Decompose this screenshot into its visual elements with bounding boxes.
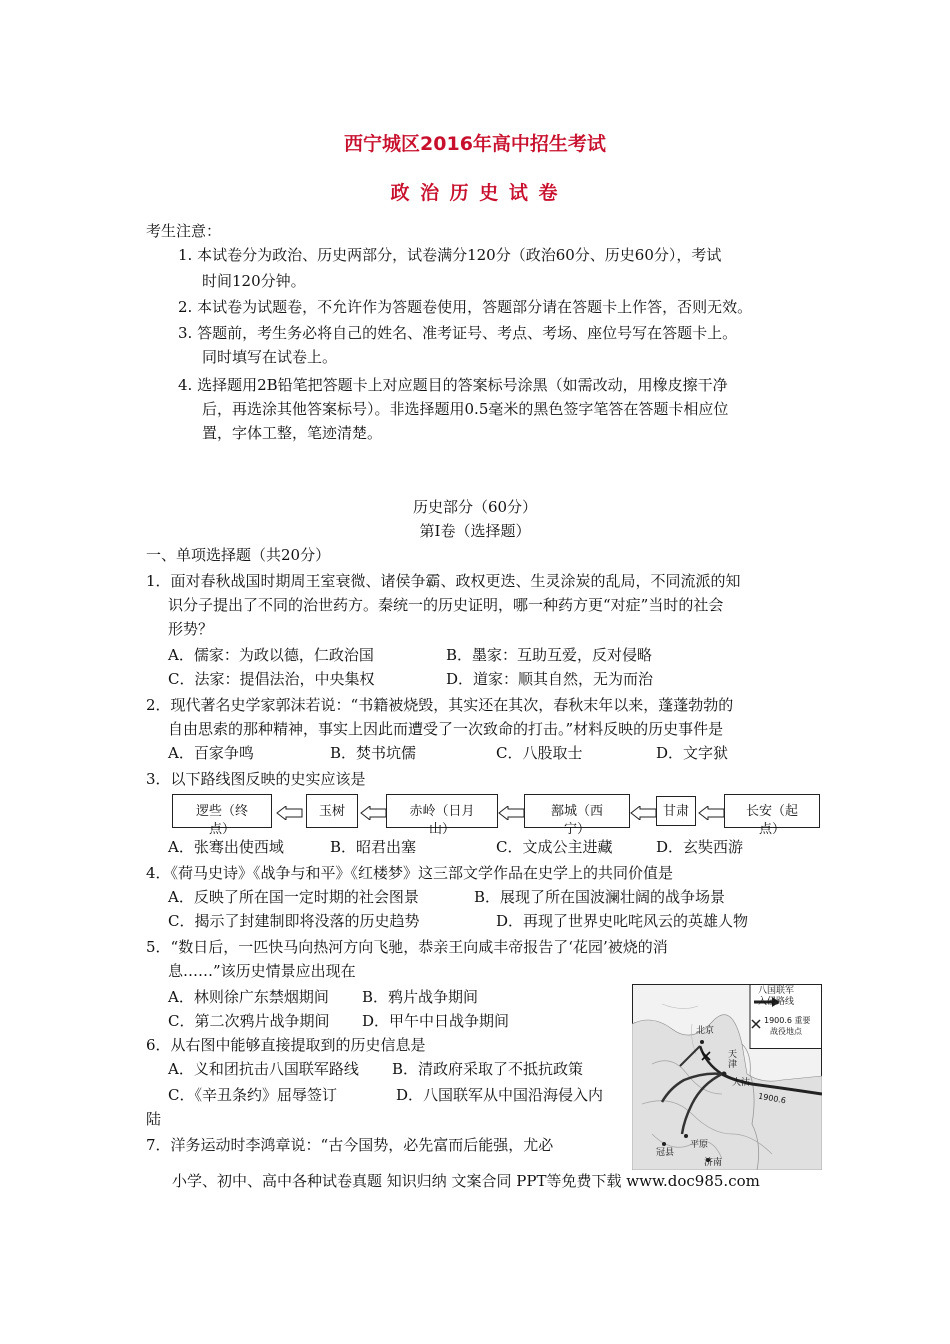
q4-option-b: B．展现了所在国波澜壮阔的战争场景 <box>474 888 726 906</box>
route-node-label-cont: 山） <box>428 822 455 837</box>
legend-route-line-1: 八国联军 <box>758 986 795 996</box>
notice-heading: 考生注意： <box>146 222 222 240</box>
map-label-tianjin-2: 津 <box>728 1060 738 1070</box>
route-arrow-icon <box>276 806 304 820</box>
route-node-label-cont: 点） <box>758 822 785 837</box>
route-node-gansu <box>656 796 696 826</box>
q2-stem-line-1: 2．现代著名史学家郭沫若说：“书籍被烧毁，其实还在其次，春秋末年以来，蓬蓬勃勃的 <box>146 696 734 714</box>
page-footer: 小学、初中、高中各种试卷真题 知识归纳 文案合同 PPT等免费下载 www.doc985.com <box>172 1172 760 1190</box>
q4-stem: 4．《荷马史诗》《战争与和平》《红楼梦》这三部文学作品在史学上的共同价值是 <box>146 864 674 882</box>
part-title: 历史部分（60分） <box>412 498 538 516</box>
legend-battle-line-2: 战役地点 <box>770 1027 802 1036</box>
q5-option-b: B．鸦片战争期间 <box>362 988 479 1006</box>
map-label-guanxian: 冠县 <box>656 1148 675 1158</box>
notice-item-1-line-2: 时间120分钟。 <box>202 272 306 290</box>
route-node-changan <box>724 794 820 837</box>
q3-option-d: D．玄奘西游 <box>656 838 744 856</box>
legend-route-line-2: 入侵路线 <box>758 997 795 1007</box>
q1-option-d: D．道家：顺其自然，无为而治 <box>446 670 654 688</box>
q2-option-a: A．百家争鸣 <box>168 744 254 762</box>
q6-option-c: C．《辛丑条约》屈辱签订 <box>168 1086 337 1104</box>
notice-item-4-line-1: 4. 选择题用2B铅笔把答题卡上对应题目的答案标号涂黑（如需改动，用橡皮擦干净 <box>178 376 728 394</box>
q2-option-b: B．焚书坑儒 <box>330 744 417 762</box>
notice-item-2: 2. 本试卷为试题卷，不允许作为答题卷使用，答题部分请在答题卡上作答，否则无效。 <box>178 298 753 316</box>
q3-option-a: A．张骞出使西域 <box>168 838 284 856</box>
route-arrow-icon <box>360 806 388 820</box>
q3-stem: 3．以下路线图反映的史实应该是 <box>146 770 366 788</box>
notice-item-1-line-1: 1. 本试卷分为政治、历史两部分，试卷满分120分（政治60分、历史60分），考试 <box>178 246 722 264</box>
legend-battle-line-1: 1900.6 重要 <box>764 1016 811 1025</box>
q7-stem: 7．洋务运动时李鸿章说：“古今国势，必先富而后能强，尤必 <box>146 1136 554 1154</box>
map-label-pingyuan: 平原 <box>690 1140 709 1150</box>
q6-option-a: A．义和团抗击八国联军路线 <box>168 1060 359 1078</box>
q5-option-c: C．第二次鸦片战争期间 <box>168 1012 330 1030</box>
q5-stem-line-2: 息……”该历史情景应出现在 <box>168 962 356 980</box>
q1-option-b: B．墨家：互助互爱，反对侵略 <box>446 646 653 664</box>
q4-option-d: D．再现了世界史叱咤风云的英雄人物 <box>496 912 749 930</box>
q6-stem: 6．从右图中能够直接提取到的历史信息是 <box>146 1036 426 1054</box>
exam-title: 西宁城区2016年高中招生考试 <box>344 133 606 155</box>
q2-stem-line-2: 自由思索的那种精神，事实上因此而遭受了一次致命的打击。”材料反映的历史事件是 <box>168 720 724 738</box>
route-node-label: 长安（起 <box>745 804 798 819</box>
map-label-dagu: 大沽 <box>732 1078 751 1088</box>
map-label-jinan: 济南 <box>704 1158 723 1168</box>
q1-option-a: A．儒家：为政以德，仁政治国 <box>168 646 374 664</box>
q1-stem-line-3: 形势？ <box>168 620 214 638</box>
route-node-label: 甘肃 <box>662 804 689 819</box>
route-node-label-cont: 宁） <box>563 822 590 837</box>
q1-option-c: C．法家：提倡法治，中央集权 <box>168 670 375 688</box>
route-node-label: 赤岭（日月 <box>409 804 475 819</box>
notice-item-3-line-1: 3. 答题前，考生务必将自己的姓名、准考证号、考点、考场、座位号写在答题卡上。 <box>178 324 738 342</box>
notice-item-4-line-3: 置，字体工整，笔迹清楚。 <box>202 424 383 442</box>
route-node-label: 逻些（终 <box>195 804 248 819</box>
q3-option-b: B．昭君出塞 <box>330 838 417 856</box>
route-node-yushu <box>306 794 358 828</box>
q5-stem-line-1: 5．“数日后，一匹快马向热河方向飞驰，恭亲王向咸丰帝报告了‘花园’被烧的消 <box>146 938 668 956</box>
exam-subtitle: 政 治 历 史 试 卷 <box>390 182 560 204</box>
route-node-label: 玉树 <box>318 804 345 819</box>
route-arrow-icon <box>498 806 526 820</box>
q2-option-c: C．八股取士 <box>496 744 583 762</box>
q5-option-d: D．甲午中日战争期间 <box>362 1012 510 1030</box>
q4-option-a: A．反映了所在国一定时期的社会图景 <box>168 888 419 906</box>
notice-item-3-line-2: 同时填写在试卷上。 <box>202 348 338 366</box>
q1-stem-line-2: 识分子提出了不同的治世药方。秦统一的历史证明，哪一种药方更“对症”当时的社会 <box>168 596 724 614</box>
route-node-luoxie <box>172 794 272 837</box>
q4-option-c: C．揭示了封建制即将没落的历史趋势 <box>168 912 420 930</box>
notice-item-4-line-2: 后，再选涂其他答案标号）。非选择题用0.5毫米的黑色签字笔答在答题卡相应位 <box>202 400 729 418</box>
volume-title: 第Ⅰ卷（选择题） <box>419 522 531 540</box>
q6-option-b: B．清政府采取了不抵抗政策 <box>392 1060 584 1078</box>
map-label-tianjin-1: 天 <box>728 1050 738 1060</box>
route-node-label-cont: 点） <box>208 822 235 837</box>
q6-option-d-cont: 陆 <box>146 1110 162 1128</box>
route-node-label: 鄯城（西 <box>550 804 603 819</box>
invasion-map <box>632 984 822 1170</box>
q5-option-a: A．林则徐广东禁烟期间 <box>168 988 329 1006</box>
route-node-shancheng <box>524 794 630 837</box>
route-arrow-icon <box>630 806 658 820</box>
q2-option-d: D．文字狱 <box>656 744 729 762</box>
q1-stem-line-1: 1．面对春秋战国时期周王室衰微、诸侯争霸、政权更迭、生灵涂炭的乱局，不同流派的知 <box>146 572 741 590</box>
route-arrow-icon <box>698 806 726 820</box>
q3-option-c: C．文成公主进藏 <box>496 838 613 856</box>
route-node-chiling <box>386 794 498 837</box>
map-label-date: 1900.6 <box>757 1091 787 1106</box>
map-graphic <box>632 984 822 1170</box>
q6-option-d: D．八国联军从中国沿海侵入内 <box>396 1086 604 1104</box>
question-type-title: 一、单项选择题（共20分） <box>146 546 331 564</box>
map-label-beijing: 北京 <box>696 1026 715 1036</box>
